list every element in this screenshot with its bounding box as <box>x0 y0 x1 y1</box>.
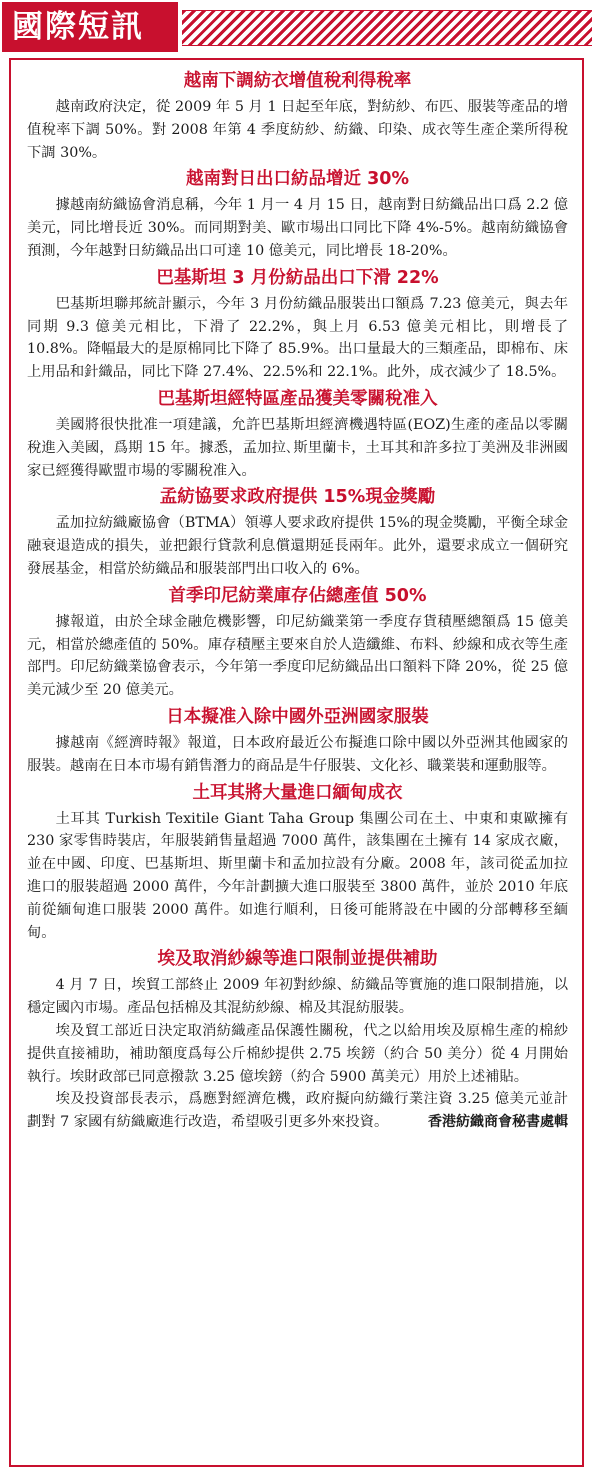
article-pakistan-eoz <box>27 386 568 482</box>
article-title: 首季印尼紡業庫存佔總產值 50% <box>168 585 427 606</box>
article-paragraph: 據報道，由於全球金融危機影響，印尼紡織業第一季度存貨積壓總額爲 15 億美元，相當於總產值的 50%。庫存積壓主要來自於人造纖維、布料、紗線和成衣等生產部門。印尼紡織業協會表示，今年第一季度印尼紡織品出口額料下降 20%，從 25 億美元減少至 20 億美元。 <box>27 613 568 699</box>
article-vietnam-japan-exports <box>27 166 568 262</box>
signature: 香港紡織商會秘書處輯 <box>428 1114 568 1131</box>
article-paragraph: 4 月 7 日，埃貿工部終止 2009 年初對紗線、紡織品等實施的進口限制措施，以穩定國內市場。產品包括棉及其混紡紗線、棉及其混紡服裝。 <box>27 977 568 1017</box>
article-title: 孟紡協要求政府提供 15%現金獎勵 <box>159 487 436 508</box>
article-paragraph: 孟加拉紡織廠協會（BTMA）領導人要求政府提供 15%的現金獎勵，平衡全球金融衰退造成的損失，並把銀行貸款利息償還期延長兩年。此外，還要求成立一個研究發展基金，相當於紡織品和服裝部門出口收入的 6%。 <box>27 515 568 577</box>
article-vietnam-tax <box>27 68 568 164</box>
article-paragraph: 據越南《經濟時報》報道，日本政府最近公布擬進口除中國以外亞洲其他國家的服裝。越南在日本市場有銷售潛力的商品是牛仔服裝、文化衫、職業裝和運動服等。 <box>27 734 568 774</box>
article-japan-imports <box>27 704 568 778</box>
article-title: 越南下調紡衣增值稅利得稅率 <box>183 71 412 91</box>
article-title: 巴基斯坦經特區產品獲美零關稅准入 <box>157 388 438 409</box>
news-frame <box>9 58 584 1467</box>
article-title: 越南對日出口紡品增近 30% <box>186 169 409 190</box>
article-paragraph <box>27 1088 568 1134</box>
section-header <box>2 2 592 52</box>
article-title: 埃及取消紗線等進口限制並提供補助 <box>157 949 438 970</box>
article-paragraph: 據越南紡織協會消息稱，今年 1 月一 4 月 15 日，越南對日紡織品出口爲 2.2 億美元，同比增長近 30%。而同期對美、歐市場出口同比下降 4%-5%。越南紡織協會預測，今年越對日紡織品出口可達 10 億美元，同比增長 18-20%。 <box>27 197 568 259</box>
decorative-hatch-bar <box>182 10 592 46</box>
article-bangladesh-btma <box>27 484 568 580</box>
article-indonesia-inventory <box>27 583 568 702</box>
article-egypt-yarn <box>27 946 568 1134</box>
article-title: 土耳其將大量進口緬甸成衣 <box>192 782 403 803</box>
article-paragraph: 埃及貿工部近日決定取消紡織產品保護性關稅，代之以給用埃及原棉生產的棉紗提供直接補助，補助額度爲每公斤棉紗提供 2.75 埃鎊（約合 50 美分）從 4 月開始執行。埃財政部已同意撥款 3.25 億埃鎊（約合 5900 萬美元）用於上述補貼。 <box>27 1022 568 1085</box>
article-paragraph: 土耳其 Turkish Texitile Giant Taha Group 集團公司在土、中東和東歐擁有 230 家零售時裝店，年服裝銷售量超過 7000 萬件，該集團在土擁有 14 家成衣廠，並在中國、印度、巴基斯坦、斯里蘭卡和孟加拉設有分廠。2008 年，該司從孟加拉進口的服裝超過 2000 萬件，今年計劃擴大進口服裝至 3800 萬件，並於 2010 年底前從緬甸進口服裝 2000 萬件。如進行順利，日後可能將設在中國的分部轉移至緬甸。 <box>27 810 568 941</box>
article-turkey-myanmar <box>27 780 568 945</box>
article-title: 日本擬准入除中國外亞洲國家服裝 <box>166 706 429 727</box>
article-pakistan-march-exports <box>27 265 568 384</box>
article-paragraph: 美國將很快批准一項建議，允許巴基斯坦經濟機遇特區(EOZ)生產的產品以零關稅進入美國，爲期 15 年。據悉，孟加拉､斯里蘭卡，土耳其和許多拉丁美洲及非洲國家已經獲得歐盟市場的零關稅准入。 <box>27 416 568 479</box>
article-paragraph-text: 埃及投資部長表示，爲應對經濟危機，政府擬向紡織行業注資 3.25 億美元並計劃對 7 家國有紡織廠進行改造，希望吸引更多外來投資。 <box>27 1091 568 1131</box>
article-paragraph: 越南政府決定，從 2009 年 5 月 1 日起至年底，對紡紗、布匹、服裝等產品的增值稅率下調 50%。對 2008 年第 4 季度紡紗、紡織、印染、成衣等生產企業所得稅下調 30%。 <box>27 99 568 161</box>
article-title: 巴基斯坦 3 月份紡品出口下滑 22% <box>156 267 439 288</box>
section-title: 國際短訊 <box>2 2 178 52</box>
article-paragraph: 巴基斯坦聯邦統計顯示，今年 3 月份紡織品服裝出口額爲 7.23 億美元，與去年同期 9.3 億美元相比，下滑了 22.2%，與上月 6.53 億美元相比，則增長了 10.8%。降幅最大的是原棉同比下降了 85.9%。出口量最大的三類產品，即棉布、床上用品和針織品，同比下降 27.4%、22.5%和 22.1%。此外，成衣減少了 18.5%。 <box>27 295 568 381</box>
